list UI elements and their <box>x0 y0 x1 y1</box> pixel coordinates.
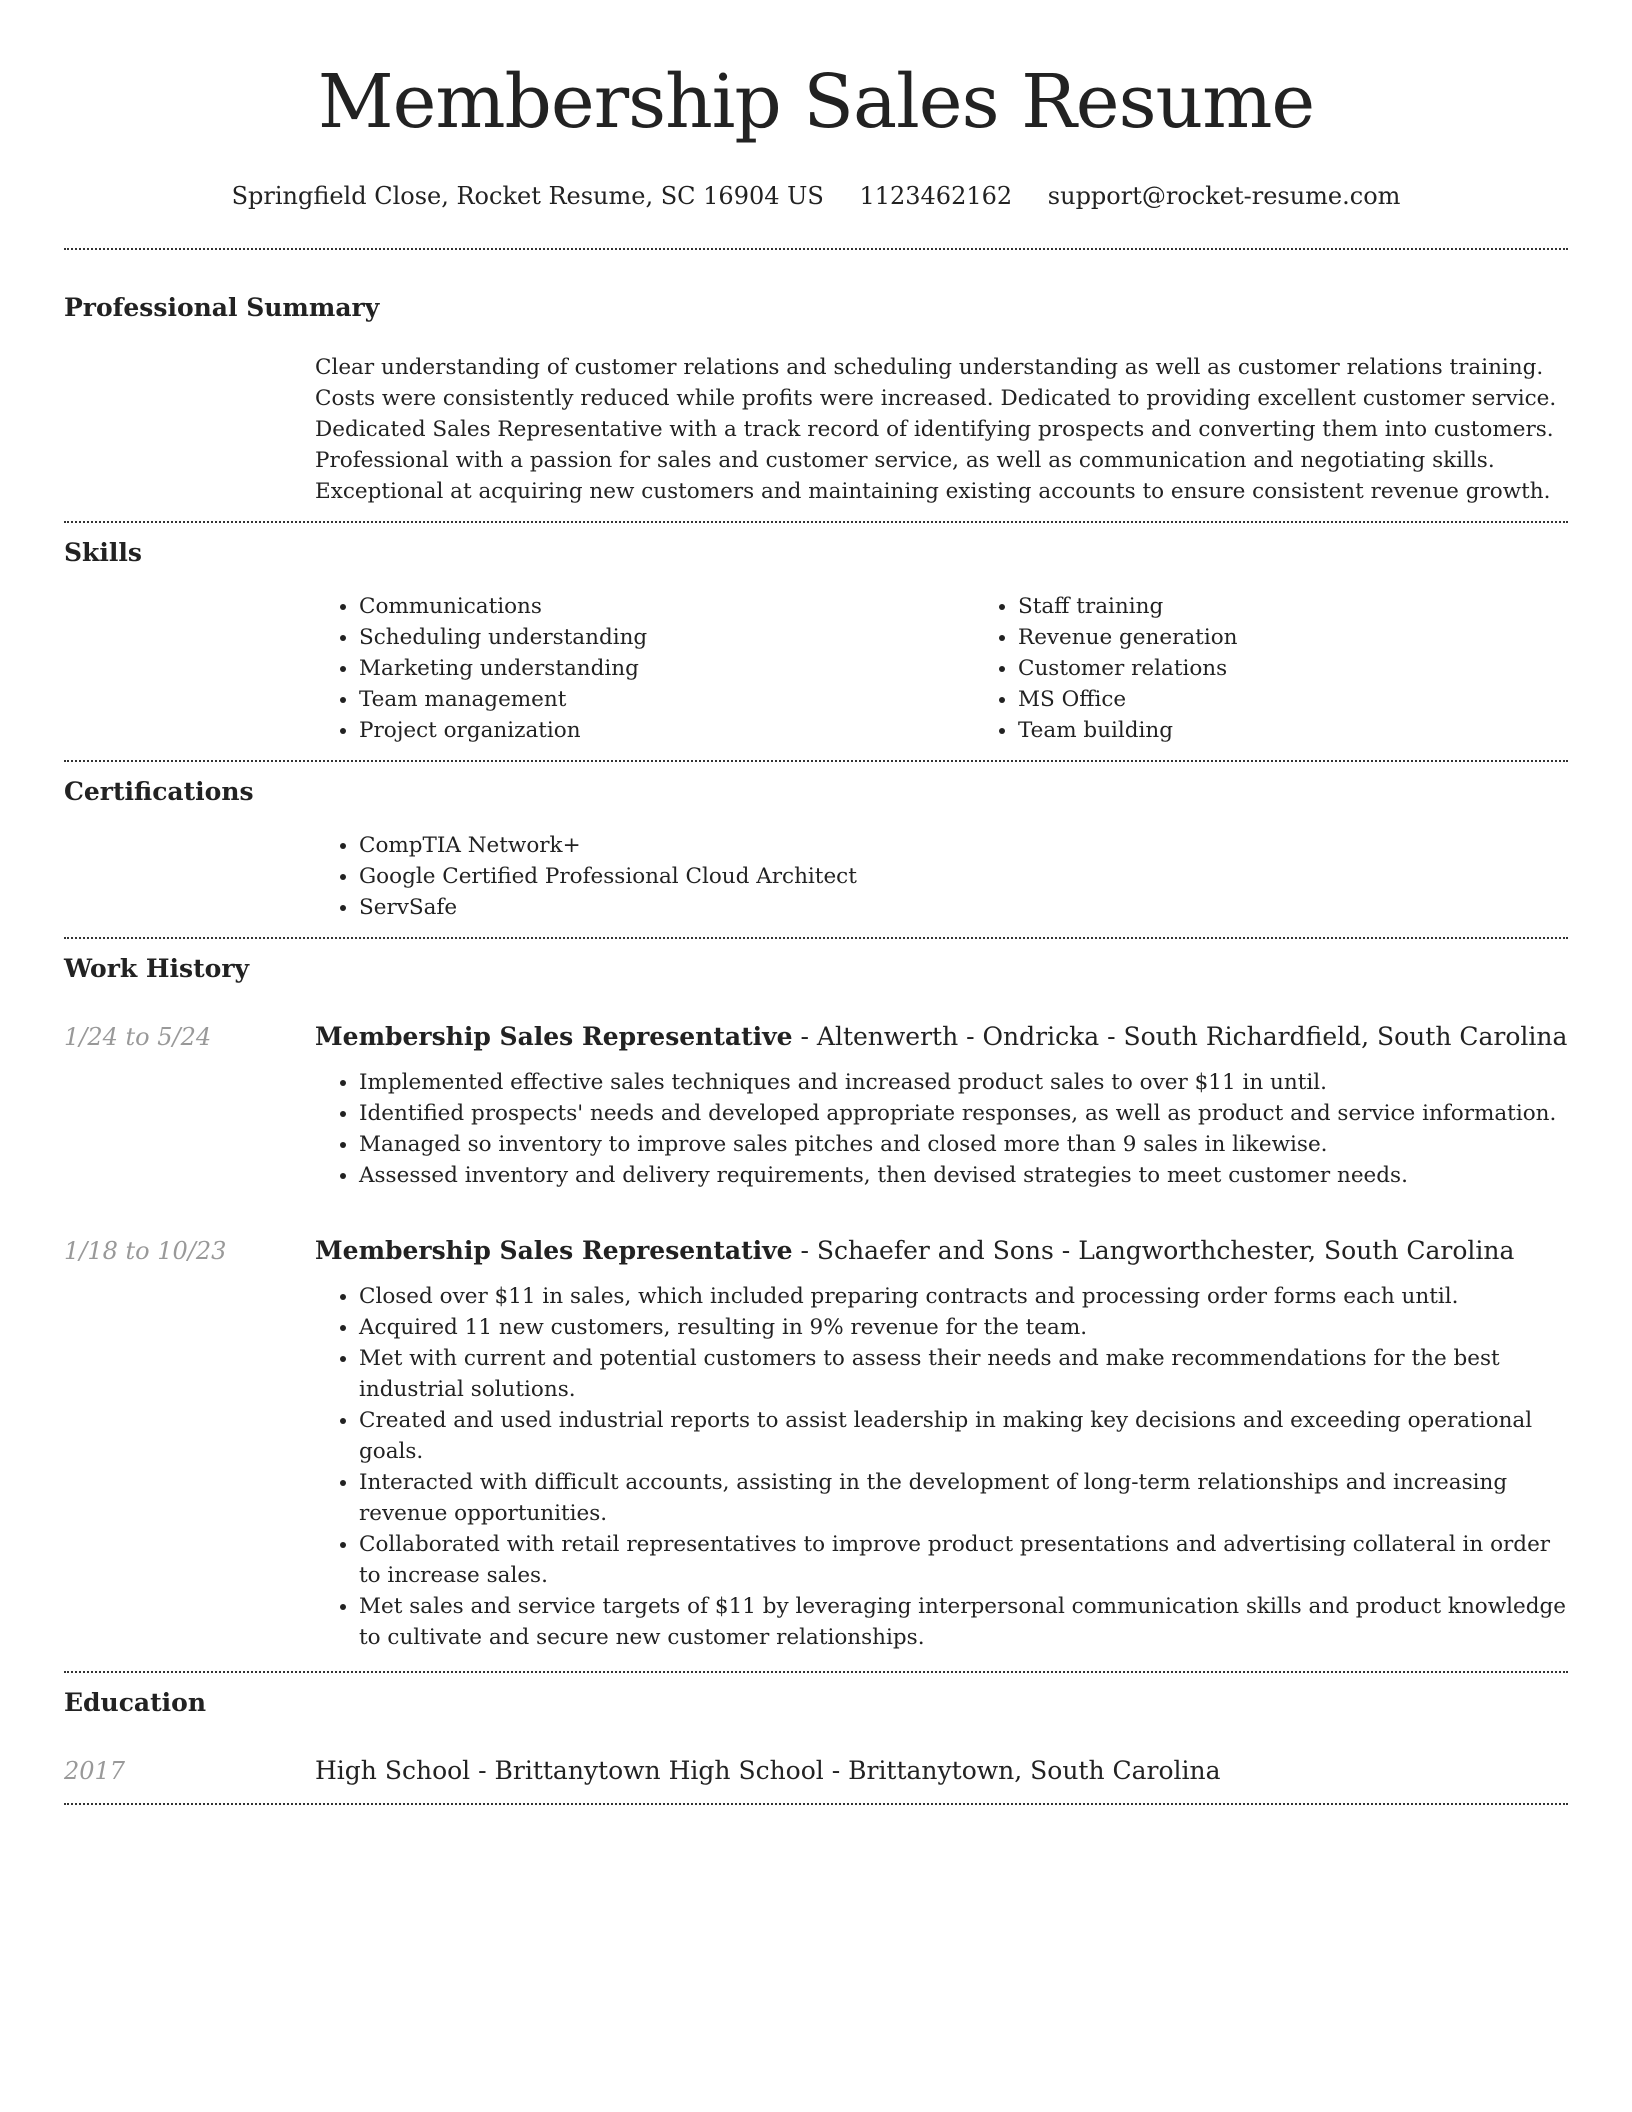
job-position: Membership Sales Representative <box>315 1022 793 1051</box>
job-bullet: • Interacted with difficult accounts, assisting in the development of long-term relationships and increasing revenue opportunities. <box>359 1467 1568 1529</box>
summary-text: Clear understanding of customer relations and scheduling understanding as well as customer relations training. Costs were consistently reduced while profits were increased. Dedicated to providing excellent customer service. Dedicated Sales Representative with a track record of identifying prospects and converting them into customers. Professional with a passion for sales and customer service, as well as communication and negotiating skills. Exceptional at acquiring new customers and maintaining existing accounts to ensure consistent revenue growth. <box>315 355 1557 504</box>
certifications-left-spacer <box>64 830 315 923</box>
job-bullet: • Met sales and service targets of $11 by leveraging interpersonal communication skills and product knowledge to cultivate and secure new customer relationships. <box>359 1591 1568 1653</box>
education-section <box>64 1673 1568 1803</box>
job-header-row <box>64 1233 1568 1269</box>
summary-body <box>315 352 1568 507</box>
job-entry <box>64 1019 1568 1191</box>
skill-item: • Scheduling understanding <box>359 622 974 653</box>
certification-item: • ServSafe <box>359 892 857 923</box>
education-year: 2017 <box>64 1757 126 1785</box>
education-divider <box>64 1803 1568 1805</box>
job-bullet: • Managed so inventory to improve sales pitches and closed more than 9 sales in likewise. <box>359 1129 1556 1160</box>
certifications-section <box>64 762 1568 937</box>
contact-line <box>64 178 1568 214</box>
job-company-location: - Altenwerth - Ondricka - South Richardfield, South Carolina <box>792 1022 1568 1051</box>
skills-row <box>64 591 1568 746</box>
summary-title: Professional Summary <box>64 293 380 322</box>
skills-title: Skills <box>64 538 142 567</box>
job-bullet: • Created and used industrial reports to assist leadership in making key decisions and exceeding operational goals. <box>359 1405 1568 1467</box>
job-bullet: • Identified prospects' needs and developed appropriate responses, as well as product and service information. <box>359 1098 1556 1129</box>
certifications-list <box>315 830 857 923</box>
skill-item: • Team management <box>359 684 974 715</box>
skill-item: • Communications <box>359 591 974 622</box>
skill-item: • Customer relations <box>1018 653 1632 684</box>
job-bullet: • Implemented effective sales techniques and increased product sales to over $11 in until. <box>359 1067 1556 1098</box>
job-dates: 1/24 to 5/24 <box>64 1023 212 1051</box>
job-position: Membership Sales Representative <box>315 1236 793 1265</box>
job-bullet: • Closed over $11 in sales, which included preparing contracts and processing order forms each until. <box>359 1281 1568 1312</box>
job-bullet: • Met with current and potential customers to assess their needs and make recommendations for the best industrial solutions. <box>359 1343 1568 1405</box>
work-history-section <box>64 939 1568 1671</box>
contact-email: support@rocket-resume.com <box>1047 182 1401 210</box>
summary-row <box>64 326 1568 507</box>
skill-item: • Revenue generation <box>1018 622 1632 653</box>
job-company-location: - Schaefer and Sons - Langworthchester, South Carolina <box>792 1236 1515 1265</box>
contact-phone: 1123462162 <box>859 182 1013 210</box>
certification-item: • CompTIA Network+ <box>359 830 857 861</box>
summary-left-spacer <box>64 326 315 507</box>
education-entry: High School - Brittanytown High School - Brittanytown, South Carolina <box>315 1756 1221 1785</box>
work-history-title: Work History <box>64 954 250 983</box>
summary-section <box>64 250 1568 521</box>
job-bullet-list <box>315 1067 1556 1191</box>
skills-list-left <box>315 591 974 746</box>
skills-section <box>64 523 1568 760</box>
job-bullet: • Acquired 11 new customers, resulting in 9% revenue for the team. <box>359 1312 1568 1343</box>
job-bullet: • Collaborated with retail representatives to improve product presentations and advertising collateral in order to increase sales. <box>359 1529 1568 1591</box>
education-row <box>64 1753 1568 1789</box>
job-dates: 1/18 to 10/23 <box>64 1237 227 1265</box>
job-title <box>315 1233 1514 1269</box>
skills-left-spacer <box>64 591 315 746</box>
job-bullet: • Assessed inventory and delivery requirements, then devised strategies to meet customer needs. <box>359 1160 1556 1191</box>
job-header-row <box>64 1019 1568 1055</box>
skills-list-right <box>974 591 1632 746</box>
skill-item: • Marketing understanding <box>359 653 974 684</box>
job-bullet-list <box>315 1281 1568 1653</box>
certification-item: • Google Certified Professional Cloud Architect <box>359 861 857 892</box>
skill-item: • Team building <box>1018 715 1632 746</box>
job-bullets-row <box>64 1269 1568 1653</box>
skill-item: • Staff training <box>1018 591 1632 622</box>
job-entry <box>64 1233 1568 1653</box>
certifications-title: Certifications <box>64 777 254 806</box>
skills-grid <box>315 591 1632 746</box>
job-bullets-row <box>64 1055 1568 1191</box>
contact-address: Springfield Close, Rocket Resume, SC 16904 US <box>231 182 824 210</box>
education-title: Education <box>64 1688 207 1717</box>
job-left-spacer <box>64 1269 315 1653</box>
resume-name: Membership Sales Resume <box>317 59 1315 145</box>
certifications-row <box>64 830 1568 923</box>
job-left-spacer <box>64 1055 315 1191</box>
skill-item: • Project organization <box>359 715 974 746</box>
job-title <box>315 1019 1567 1055</box>
skill-item: • MS Office <box>1018 684 1632 715</box>
